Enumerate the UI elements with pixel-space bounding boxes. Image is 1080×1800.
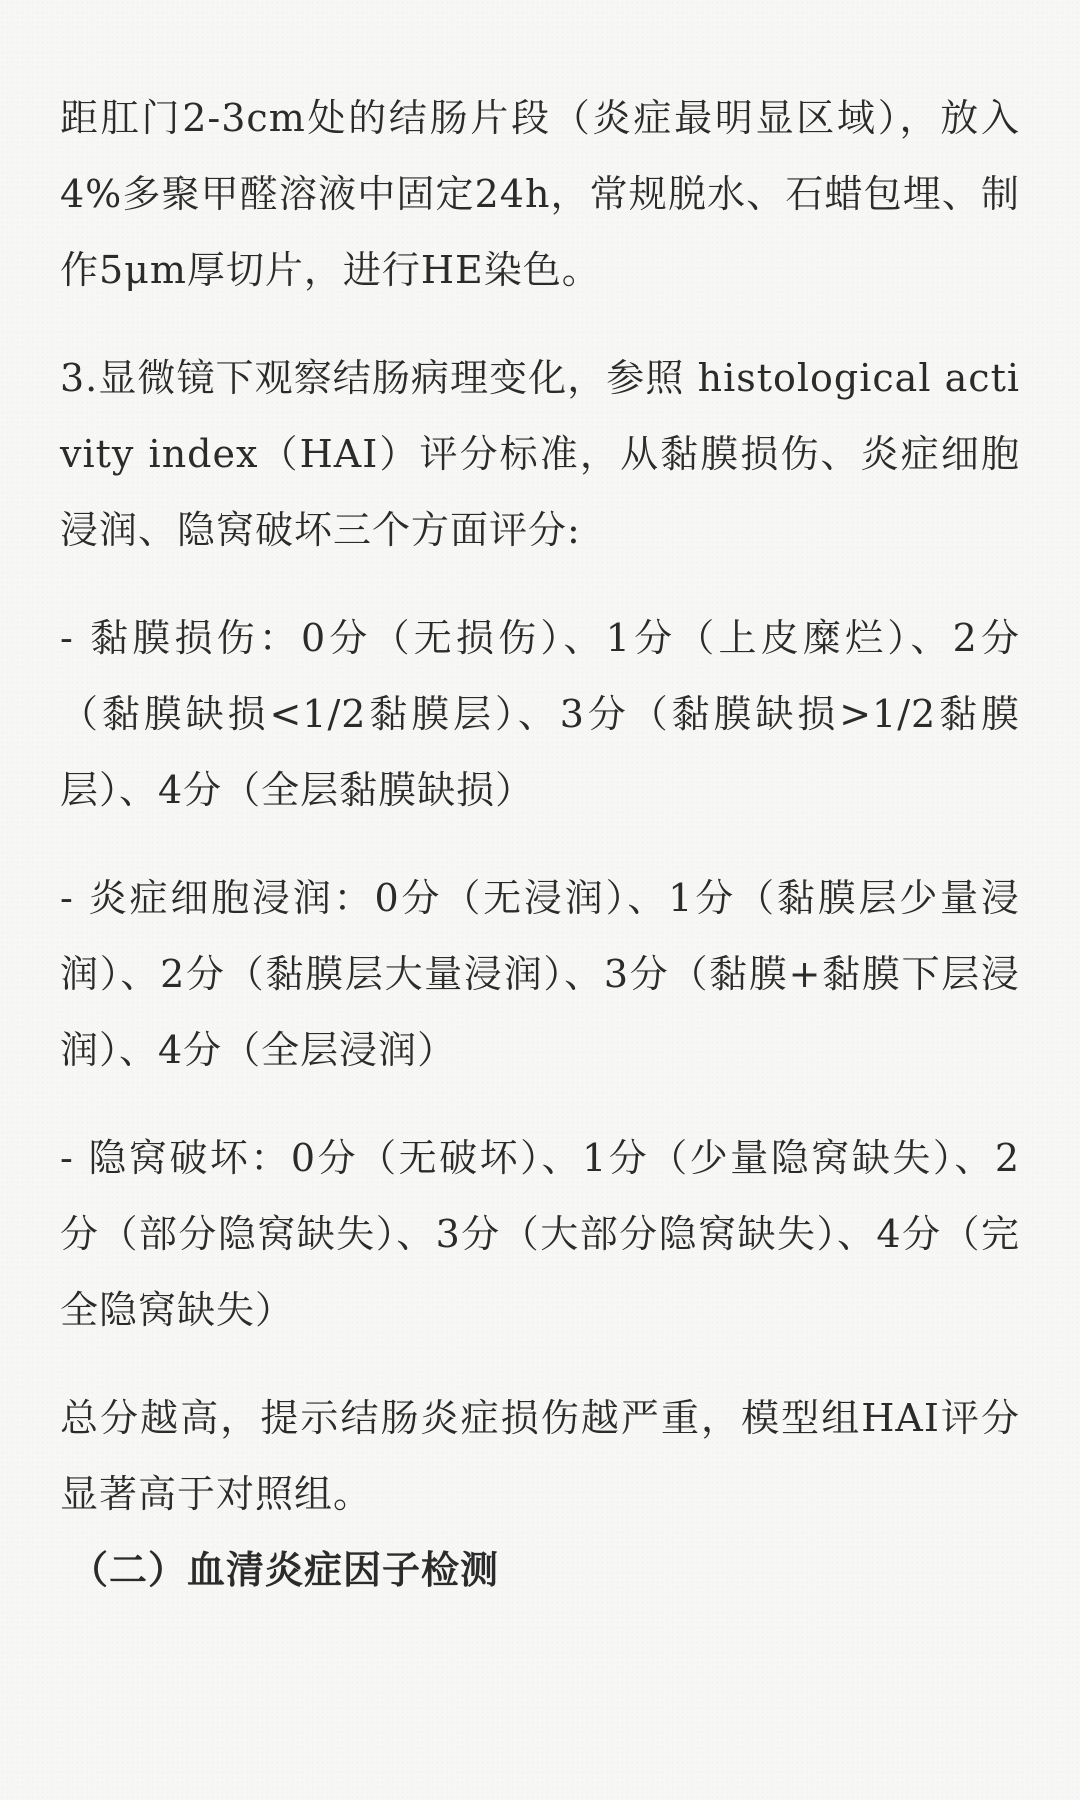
paragraph-crypt-damage: - 隐窝破坏：0分（无破坏）、1分（少量隐窝缺失）、2分（部分隐窝缺失）、3分（大部分隐窝缺失）、4分（完全隐窝缺失） [60, 1136, 1020, 1332]
paragraph-fixation: 距肛门2-3cm处的结肠片段（炎症最明显区域），放入4%多聚甲醛溶液中固定24h，常规脱水、石蜡包埋、制作5μm厚切片，进行HE染色。 [60, 96, 1020, 292]
paragraph-hai-intro: 3.显微镜下观察结肠病理变化，参照 histological activity index（HAI）评分标准，从黏膜损伤、炎症细胞浸润、隐窝破坏三个方面评分: [60, 356, 1020, 552]
paragraph-mucosal-injury: - 黏膜损伤：0分（无损伤）、1分（上皮糜烂）、2分（黏膜缺损<1/2黏膜层）、3分（黏膜缺损>1/2黏膜层）、4分（全层黏膜缺损） [60, 616, 1020, 812]
paragraph-total-score: 总分越高，提示结肠炎症损伤越严重，模型组HAI评分显著高于对照组。 [60, 1396, 1020, 1516]
paragraph-inflammatory-infiltration: - 炎症细胞浸润：0分（无浸润）、1分（黏膜层少量浸润）、2分（黏膜层大量浸润）、3分（黏膜+黏膜下层浸润）、4分（全层浸润） [60, 876, 1020, 1072]
section-heading: （二）血清炎症因子检测 [70, 1547, 500, 1592]
